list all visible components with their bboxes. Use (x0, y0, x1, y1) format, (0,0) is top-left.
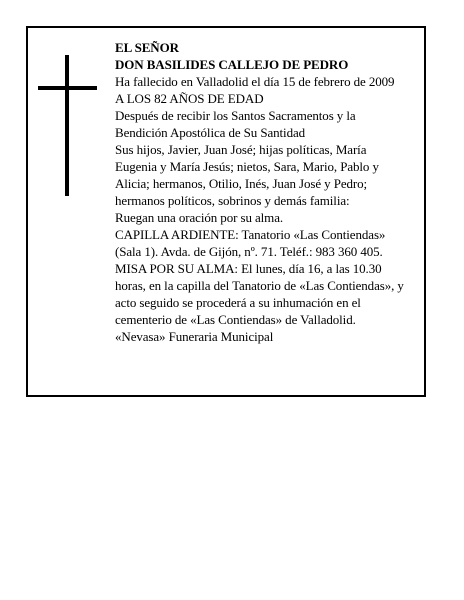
death-date-line: Ha fallecido en Valladolid el día 15 de febrero de 2009 (115, 74, 395, 89)
chapel-line-2: (Sala 1). Avda. de Gijón, nº. 71. Teléf.: 983 360 405. (115, 244, 383, 259)
cross-icon-vertical-bar (65, 55, 69, 196)
age-line: A LOS 82 AÑOS DE EDAD (115, 91, 264, 106)
mass-line-2: horas, en la capilla del Tanatorio de «Las Contiendas», y (115, 278, 404, 293)
family-line-1: Sus hijos, Javier, Juan José; hijas políticas, María (115, 142, 367, 157)
chapel-line-1: CAPILLA ARDIENTE: Tanatorio «Las Contiendas» (115, 227, 386, 242)
obituary-heading: EL SEÑOR (115, 40, 179, 55)
sacraments-line-1: Después de recibir los Santos Sacramentos y la (115, 108, 356, 123)
mass-line-1: MISA POR SU ALMA: El lunes, día 16, a las 10.30 (115, 261, 382, 276)
family-line-2: Eugenia y María Jesús; nietos, Sara, Mario, Pablo y (115, 159, 379, 174)
mass-line-4: cementerio de «Las Contiendas» de Valladolid. (115, 312, 356, 327)
deceased-name: DON BASILIDES CALLEJO DE PEDRO (115, 57, 349, 72)
mass-line-3: acto seguido se procederá a su inhumación en el (115, 295, 361, 310)
funeral-home: «Nevasa» Funeraria Municipal (115, 329, 274, 344)
cross-icon-horizontal-bar (38, 86, 97, 90)
prayer-request: Ruegan una oración por su alma. (115, 210, 284, 225)
family-line-4: hermanos políticos, sobrinos y demás familia: (115, 193, 350, 208)
family-line-3: Alicia; hermanos, Otilio, Inés, Juan José y Pedro; (115, 176, 368, 191)
obituary-text (115, 39, 430, 345)
sacraments-line-2: Bendición Apostólica de Su Santidad (115, 125, 306, 140)
